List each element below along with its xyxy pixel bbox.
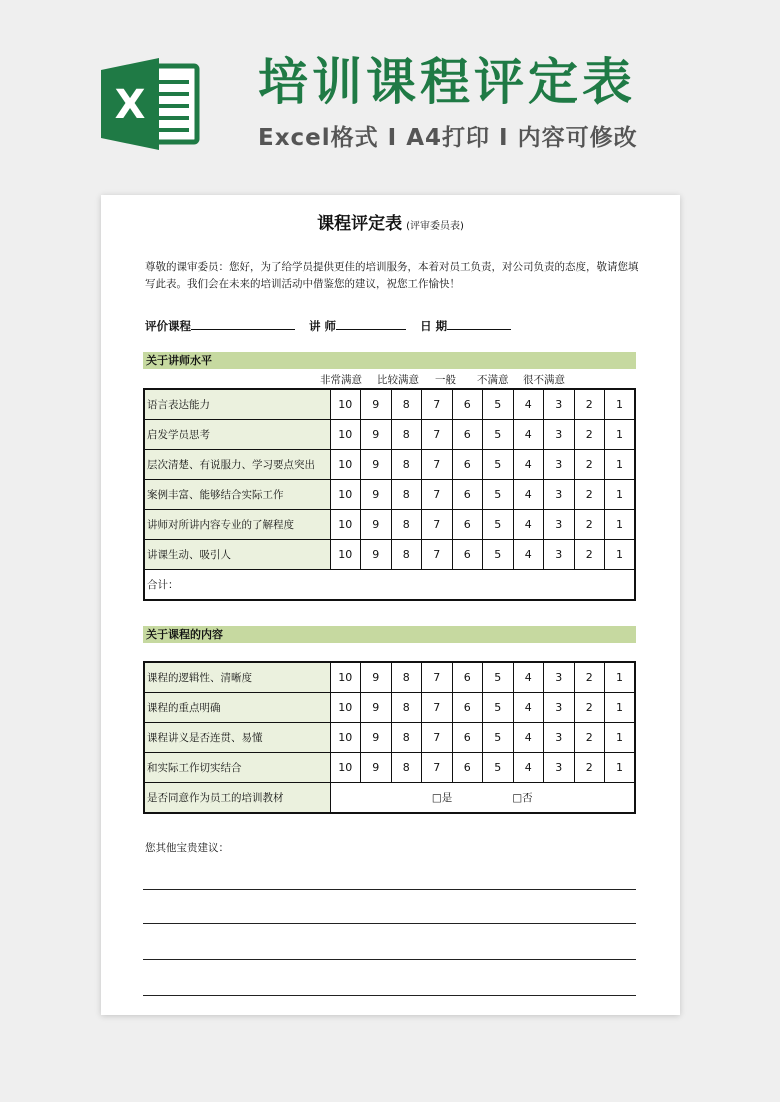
teacher-rating-table: [143, 388, 636, 601]
criterion-label: 课程讲义是否连贯、易懂: [144, 723, 330, 753]
score-cell[interactable]: 5: [483, 389, 514, 420]
score-cell[interactable]: 8: [391, 420, 422, 450]
score-cell[interactable]: 7: [422, 753, 453, 783]
score-cell[interactable]: 5: [483, 540, 514, 570]
criterion-label: 层次清楚、有说服力、学习要点突出: [144, 450, 330, 480]
score-cell[interactable]: 6: [452, 480, 483, 510]
score-cell[interactable]: 2: [574, 510, 605, 540]
score-cell[interactable]: 4: [513, 693, 544, 723]
score-cell[interactable]: 9: [361, 389, 392, 420]
score-cell[interactable]: 10: [330, 389, 361, 420]
score-cell[interactable]: 7: [422, 510, 453, 540]
table-row: [144, 450, 635, 480]
agree-label: 是否同意作为员工的培训教材: [144, 783, 330, 814]
scale-label-neutral: 一般: [435, 374, 456, 386]
score-cell[interactable]: 7: [422, 723, 453, 753]
score-cell[interactable]: 3: [544, 450, 575, 480]
agree-row: [144, 783, 635, 814]
score-cell[interactable]: 10: [330, 420, 361, 450]
score-cell[interactable]: 5: [483, 723, 514, 753]
document-page: [101, 195, 680, 1015]
score-cell[interactable]: 7: [422, 662, 453, 693]
table-row: [144, 662, 635, 693]
score-cell[interactable]: 5: [483, 480, 514, 510]
score-cell[interactable]: 6: [452, 693, 483, 723]
meta-line: [145, 317, 639, 334]
score-cell[interactable]: 6: [452, 510, 483, 540]
score-cell[interactable]: 9: [361, 420, 392, 450]
score-cell[interactable]: 2: [574, 389, 605, 420]
date-blank[interactable]: [447, 317, 511, 330]
yes-checkbox[interactable]: □是: [431, 792, 453, 804]
criterion-label: 讲课生动、吸引人: [144, 540, 330, 570]
score-cell[interactable]: 1: [605, 389, 636, 420]
total-label[interactable]: 合计：: [144, 570, 635, 601]
criterion-label: 语言表达能力: [144, 389, 330, 420]
score-cell[interactable]: 1: [605, 753, 636, 783]
score-cell[interactable]: 1: [605, 480, 636, 510]
score-cell[interactable]: 6: [452, 420, 483, 450]
score-cell[interactable]: 5: [483, 420, 514, 450]
table-row: [144, 723, 635, 753]
score-cell[interactable]: 9: [361, 662, 392, 693]
table-row: [144, 480, 635, 510]
score-cell[interactable]: 10: [330, 540, 361, 570]
banner-title: 培训课程评定表: [258, 53, 636, 111]
criterion-label: 讲师对所讲内容专业的了解程度: [144, 510, 330, 540]
svg-text:X: X: [114, 82, 146, 128]
score-cell[interactable]: 8: [391, 450, 422, 480]
criterion-label: 课程的逻辑性、清晰度: [144, 662, 330, 693]
score-cell[interactable]: 9: [361, 753, 392, 783]
criterion-label: 案例丰富、能够结合实际工作: [144, 480, 330, 510]
date-label: 日 期: [420, 319, 448, 333]
score-cell[interactable]: 9: [361, 480, 392, 510]
score-cell[interactable]: 3: [544, 662, 575, 693]
no-checkbox[interactable]: □否: [512, 792, 533, 804]
score-cell[interactable]: 1: [605, 450, 636, 480]
score-cell[interactable]: 4: [513, 753, 544, 783]
score-cell[interactable]: 5: [483, 450, 514, 480]
score-cell[interactable]: 8: [391, 662, 422, 693]
suggestion-line[interactable]: [143, 889, 636, 890]
score-cell[interactable]: 3: [544, 723, 575, 753]
score-cell[interactable]: 4: [513, 723, 544, 753]
score-cell[interactable]: 10: [330, 480, 361, 510]
score-cell[interactable]: 2: [574, 753, 605, 783]
score-cell[interactable]: 10: [330, 662, 361, 693]
agree-choices: [330, 783, 635, 814]
score-cell[interactable]: 2: [574, 693, 605, 723]
score-cell[interactable]: 1: [605, 693, 636, 723]
section-content-title: 关于课程的内容: [143, 626, 636, 643]
excel-logo-icon: [101, 58, 201, 150]
score-cell[interactable]: 6: [452, 662, 483, 693]
score-cell[interactable]: 10: [330, 753, 361, 783]
score-cell[interactable]: 9: [361, 540, 392, 570]
score-cell[interactable]: 8: [391, 480, 422, 510]
score-cell[interactable]: 5: [483, 693, 514, 723]
scale-label-dissatisfied: 不满意: [477, 374, 509, 386]
score-cell[interactable]: 6: [452, 723, 483, 753]
score-cell[interactable]: 6: [452, 389, 483, 420]
score-cell[interactable]: 7: [422, 480, 453, 510]
score-cell[interactable]: 8: [391, 510, 422, 540]
score-cell[interactable]: 7: [422, 450, 453, 480]
teacher-blank[interactable]: [336, 317, 406, 330]
score-cell[interactable]: 2: [574, 450, 605, 480]
score-cell[interactable]: 2: [574, 420, 605, 450]
score-cell[interactable]: 3: [544, 693, 575, 723]
table-row: [144, 420, 635, 450]
score-cell[interactable]: 1: [605, 540, 636, 570]
score-cell[interactable]: 3: [544, 420, 575, 450]
table-row: [144, 510, 635, 540]
score-cell[interactable]: 3: [544, 480, 575, 510]
document-title-tag: (评审委员表): [406, 221, 464, 232]
score-cell[interactable]: 9: [361, 693, 392, 723]
criterion-label: 启发学员思考: [144, 420, 330, 450]
score-cell[interactable]: 5: [483, 510, 514, 540]
score-cell[interactable]: 3: [544, 389, 575, 420]
score-cell[interactable]: 6: [452, 540, 483, 570]
score-cell[interactable]: 9: [361, 510, 392, 540]
score-cell[interactable]: 4: [513, 450, 544, 480]
score-cell[interactable]: 1: [605, 510, 636, 540]
table-row: [144, 693, 635, 723]
table-row: [144, 540, 635, 570]
score-cell[interactable]: 7: [422, 420, 453, 450]
score-cell[interactable]: 4: [513, 540, 544, 570]
criterion-label: 课程的重点明确: [144, 693, 330, 723]
score-cell[interactable]: 10: [330, 450, 361, 480]
course-label: 评价课程: [145, 319, 191, 333]
score-cell[interactable]: 1: [605, 420, 636, 450]
score-cell[interactable]: 10: [330, 723, 361, 753]
score-cell[interactable]: 8: [391, 753, 422, 783]
course-blank[interactable]: [191, 317, 295, 330]
table-row: [144, 753, 635, 783]
score-cell[interactable]: 8: [391, 723, 422, 753]
score-cell[interactable]: 7: [422, 693, 453, 723]
suggestion-label: 您其他宝贵建议：: [145, 842, 229, 854]
criterion-label: 和实际工作切实结合: [144, 753, 330, 783]
document-title-text: 课程评定表: [317, 214, 403, 234]
score-cell[interactable]: 1: [605, 662, 636, 693]
score-cell[interactable]: 9: [361, 723, 392, 753]
suggestion-line[interactable]: [143, 923, 636, 924]
score-cell[interactable]: 4: [513, 510, 544, 540]
score-cell[interactable]: 7: [422, 389, 453, 420]
content-rating-table: [143, 661, 636, 814]
score-cell[interactable]: 1: [605, 723, 636, 753]
score-cell[interactable]: 2: [574, 723, 605, 753]
score-cell[interactable]: 6: [452, 753, 483, 783]
document-title: [101, 213, 680, 238]
score-cell[interactable]: 10: [330, 510, 361, 540]
table-row: [144, 389, 635, 420]
score-cell[interactable]: 3: [544, 540, 575, 570]
score-cell[interactable]: 9: [361, 450, 392, 480]
scale-label-very-dissatisfied: 很不满意: [523, 374, 565, 386]
score-cell[interactable]: 5: [483, 662, 514, 693]
section-teacher-title: 关于讲师水平: [143, 352, 636, 369]
score-cell[interactable]: 4: [513, 662, 544, 693]
score-cell[interactable]: 4: [513, 420, 544, 450]
banner-subtitle: Excel格式 I A4打印 I 内容可修改: [258, 125, 638, 151]
suggestion-line[interactable]: [143, 959, 636, 960]
score-cell[interactable]: 6: [452, 450, 483, 480]
score-cell[interactable]: 3: [544, 510, 575, 540]
intro-paragraph: 尊敬的课审委员：您好，为了给学员提供更佳的培训服务，本着对员工负责，对公司负责的态度，敬请您填写此表。我们会在未来的培训活动中借鉴您的建议，祝您工作愉快！: [145, 261, 639, 290]
score-cell[interactable]: 4: [513, 389, 544, 420]
score-cell[interactable]: 10: [330, 693, 361, 723]
score-cell[interactable]: 8: [391, 389, 422, 420]
score-cell[interactable]: 3: [544, 753, 575, 783]
score-cell[interactable]: 4: [513, 480, 544, 510]
score-cell[interactable]: 7: [422, 540, 453, 570]
score-cell[interactable]: 8: [391, 693, 422, 723]
total-row: [144, 570, 635, 601]
teacher-label: 讲 师: [309, 319, 337, 333]
score-cell[interactable]: 8: [391, 540, 422, 570]
score-cell[interactable]: 2: [574, 662, 605, 693]
score-cell[interactable]: 5: [483, 753, 514, 783]
scale-label-satisfied: 比较满意: [377, 374, 419, 386]
scale-label-very-satisfied: 非常满意: [320, 374, 362, 386]
score-cell[interactable]: 2: [574, 480, 605, 510]
score-cell[interactable]: 2: [574, 540, 605, 570]
suggestion-line[interactable]: [143, 995, 636, 996]
